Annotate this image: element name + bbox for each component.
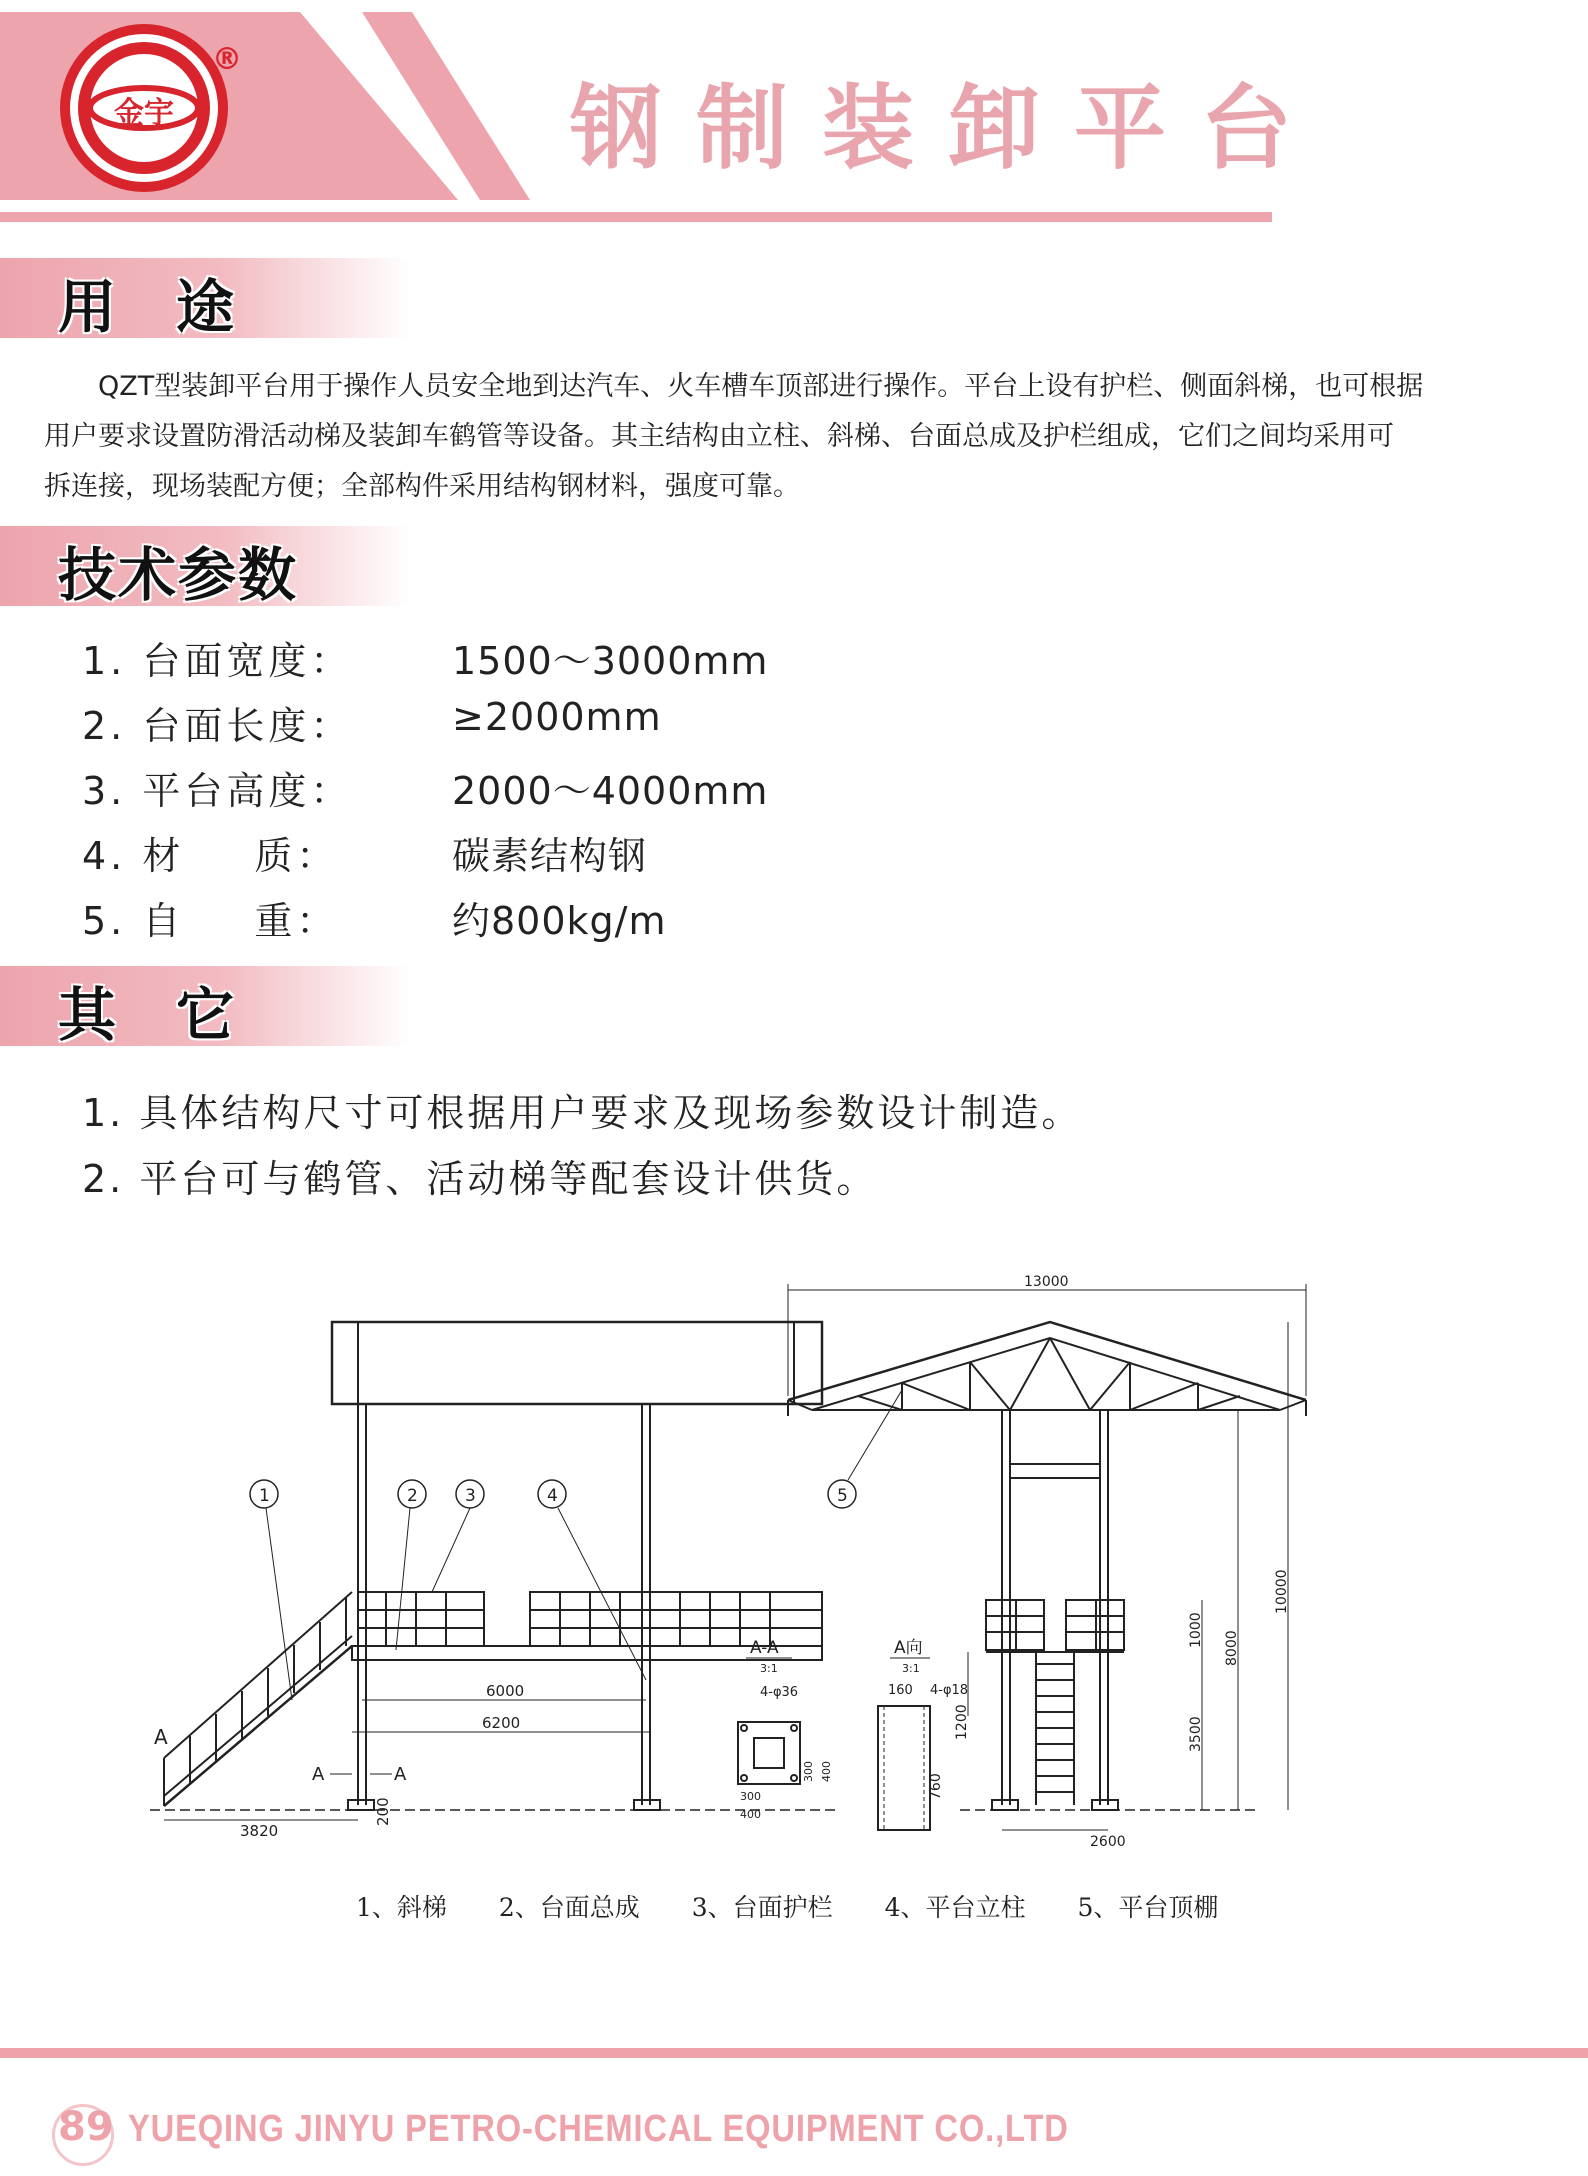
- callout-4-label: 4: [547, 1486, 558, 1506]
- aa-dim-400: 400: [740, 1808, 761, 1821]
- a-view-title: A向: [894, 1638, 923, 1658]
- aa-mark-left: A: [312, 1764, 325, 1785]
- usage-line: QZT型装卸平台用于操作人员安全地到达汽车、火车槽车顶部进行操作。平台上设有护栏、侧面斜梯，也可根据: [98, 371, 1424, 402]
- dim-1200: 1200: [954, 1704, 970, 1740]
- header-underline: [0, 212, 1272, 222]
- spec-value: ≥2000mm: [452, 695, 662, 739]
- spec-value: 1500～3000mm: [452, 639, 769, 683]
- dim-3500: 3500: [1188, 1716, 1204, 1752]
- section-a-a: [738, 1638, 833, 1821]
- spec-label: 1. 台面宽度：: [82, 639, 353, 683]
- drawing-legend: [356, 1888, 1262, 1924]
- logo-text: 金宇: [114, 96, 174, 131]
- spec-label-a: 5. 自: [82, 899, 185, 943]
- spec-label: 3. 平台高度：: [82, 769, 353, 813]
- spec-label-a: 4. 材: [82, 834, 185, 878]
- aa-scale: 3:1: [760, 1662, 778, 1675]
- dim-1000: 1000: [1188, 1612, 1204, 1648]
- page-header: [0, 0, 1588, 240]
- legend-item: 2、台面总成: [498, 1893, 640, 1922]
- spec-value: 碳素结构钢: [452, 834, 648, 878]
- spec-label-b: 质：: [254, 834, 339, 878]
- dim-200: 200: [374, 1797, 392, 1826]
- company-name: YUEQING JINYU PETRO-CHEMICAL EQUIPMENT CO.,LTD: [128, 2108, 1069, 2150]
- technical-drawing: [140, 1260, 1460, 1880]
- section-header-tech: [0, 526, 410, 609]
- usage-paragraph: [44, 362, 1554, 512]
- front-elevation: [788, 1274, 1306, 1850]
- section-mark-a: A: [154, 1725, 168, 1749]
- aa-mark-right: A: [394, 1764, 407, 1785]
- dim-10000: 10000: [1274, 1569, 1290, 1614]
- other-item: 2. 平台可与鹤管、活动梯等配套设计供货。: [82, 1157, 878, 1201]
- dim-3820: 3820: [240, 1822, 279, 1840]
- spec-label: [82, 890, 472, 945]
- aa-dim-300: 300: [740, 1790, 761, 1803]
- dim-2600: 2600: [1090, 1834, 1126, 1850]
- section-header-other: [0, 966, 410, 1049]
- a-view-dim-160: 160: [888, 1683, 913, 1698]
- registered-mark: ®: [212, 42, 242, 77]
- spec-value: 2000～4000mm: [452, 769, 769, 813]
- footer-line: [0, 2048, 1588, 2058]
- dim-6000: 6000: [486, 1682, 525, 1700]
- spec-label: 2. 台面长度：: [82, 704, 353, 748]
- page-title: 钢制装卸平台: [570, 75, 1327, 182]
- callout-5-label: 5: [837, 1486, 848, 1506]
- section-title-tech: 技术参数: [58, 541, 299, 609]
- spec-label-b: 重：: [254, 899, 339, 943]
- aa-title: A-A: [750, 1638, 779, 1658]
- legend-item: 1、斜梯: [356, 1893, 447, 1922]
- usage-line: 拆连接，现场装配方便；全部构件采用结构钢材料，强度可靠。: [44, 471, 800, 502]
- dim-8000: 8000: [1224, 1630, 1240, 1666]
- aa-dim-300-v: 300: [802, 1761, 815, 1782]
- aa-holes: 4-φ36: [760, 1685, 799, 1700]
- dim-13000: 13000: [1024, 1274, 1069, 1290]
- callout-2-label: 2: [407, 1486, 418, 1506]
- a-view-scale: 3:1: [902, 1662, 920, 1675]
- legend-item: 5、平台顶棚: [1077, 1893, 1219, 1922]
- a-view-holes: 4-φ18: [930, 1683, 969, 1698]
- legend-item: 4、平台立柱: [884, 1893, 1026, 1922]
- section-title-usage: 用途: [58, 273, 295, 341]
- aa-dim-400-v: 400: [820, 1761, 833, 1782]
- section-header-usage: [0, 258, 410, 341]
- section-title-other: 其它: [58, 981, 295, 1049]
- spec-label: [82, 825, 472, 880]
- a-view-dim-760: 760: [928, 1773, 944, 1800]
- other-item: 1. 具体结构尺寸可根据用户要求及现场参数设计制造。: [82, 1091, 1083, 1135]
- callout-3-label: 3: [465, 1486, 476, 1506]
- legend-item: 3、台面护栏: [691, 1893, 833, 1922]
- callout-1-label: 1: [259, 1486, 270, 1506]
- page-number: 89: [58, 2104, 114, 2150]
- dim-6200: 6200: [482, 1714, 521, 1732]
- spec-value: 约800kg/m: [452, 899, 667, 943]
- usage-line: 用户要求设置防滑活动梯及装卸车鹤管等设备。其主结构由立柱、斜梯、台面总成及护栏组成，它们之间均采用可: [44, 421, 1394, 452]
- side-elevation: [150, 1322, 840, 1840]
